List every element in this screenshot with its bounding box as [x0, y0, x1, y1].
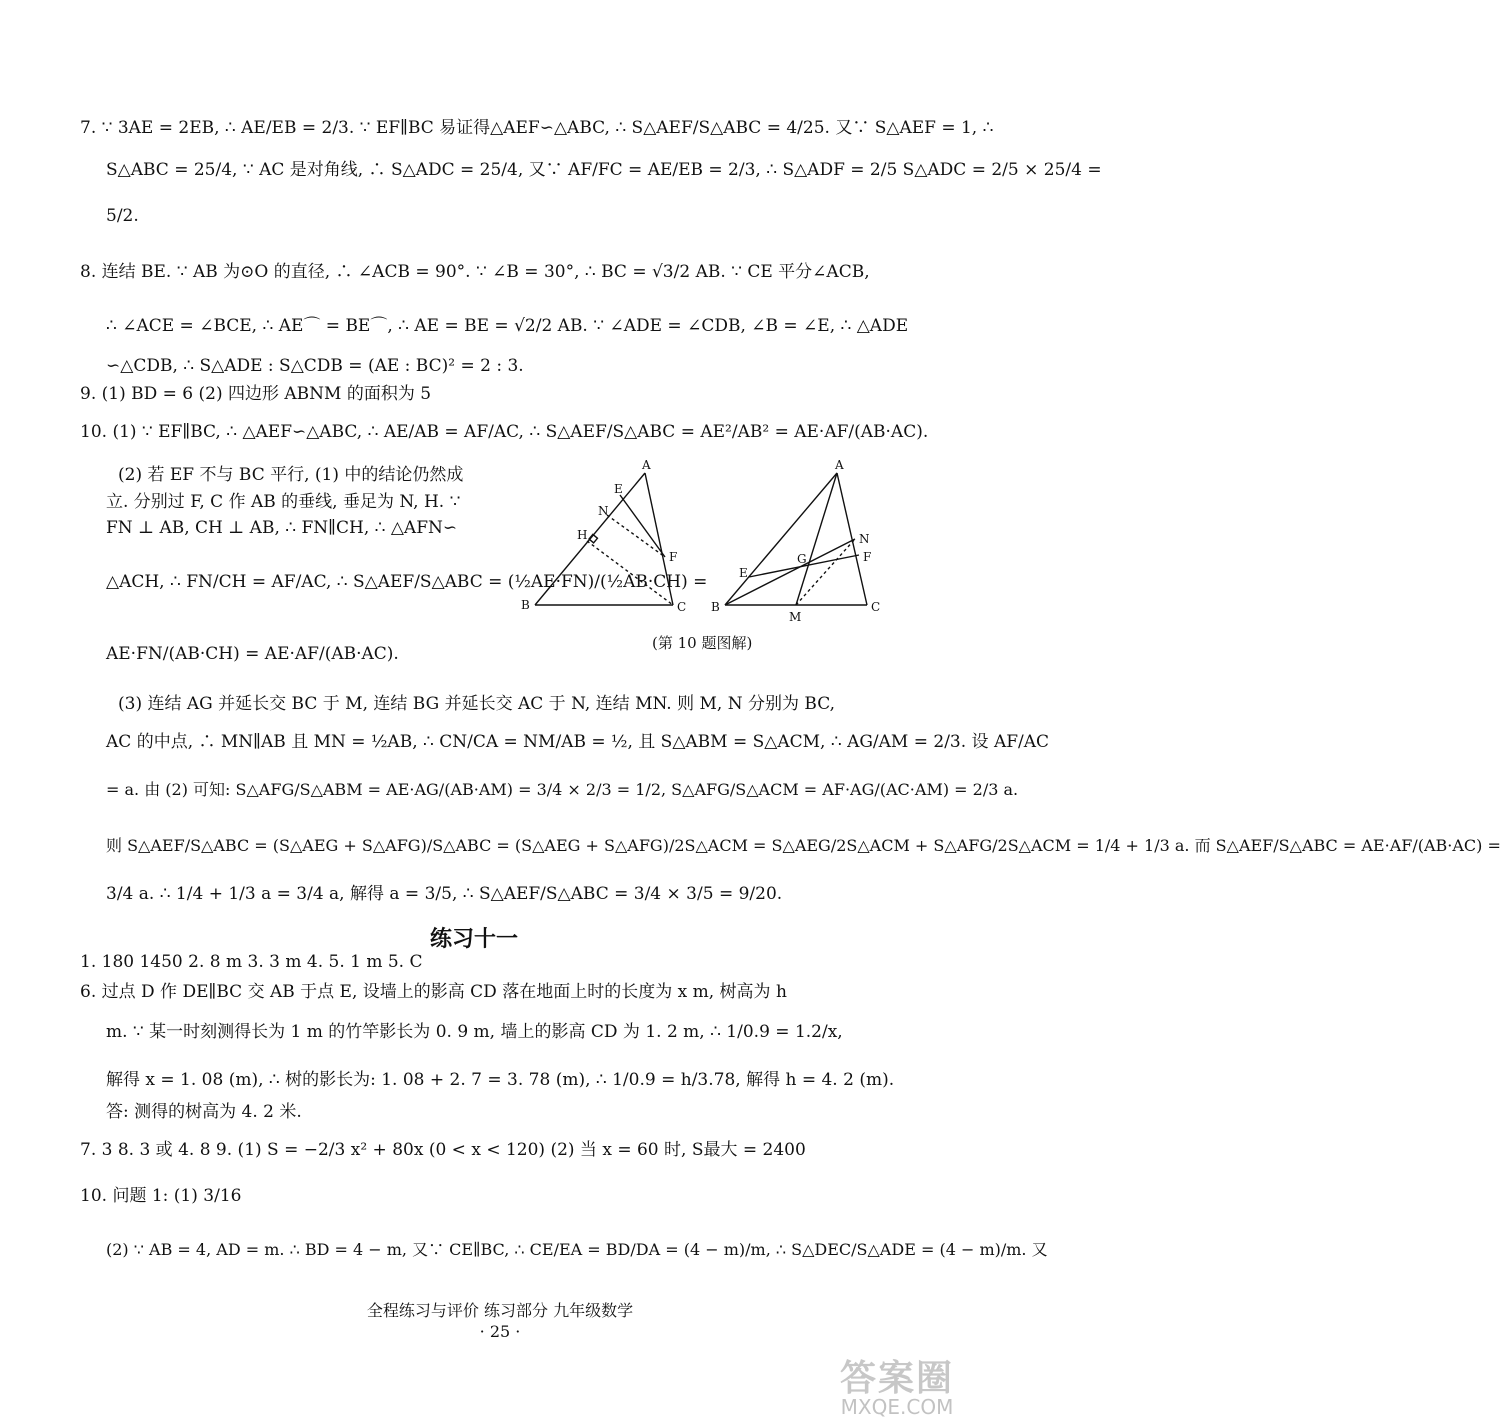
section-title: 练习十一: [430, 927, 519, 952]
answer-10-part-3-line-2: AC 的中点, ∴ MN∥AB 且 MN = ½AB, ∴ CN/CA = NM/AB = ½, 且 S△ABM = S△ACM, ∴ AG/AM = 2/3. 设 AF/AC: [106, 732, 1050, 752]
answer-8-line-2: ∴ ∠ACE = ∠BCE, ∴ AE⌒ = BE⌒, ∴ AE = BE = √2/2 AB. ∵ ∠ADE = ∠CDB, ∠B = ∠E, ∴ △ADE: [106, 316, 909, 336]
answer-8-line-3: ∽△CDB, ∴ S△ADE : S△CDB = (AE : BC)² = 2 : 3.: [106, 356, 524, 376]
answer-10-part-3-line-4: 则 S△AEF/S△ABC = (S△AEG + S△AFG)/S△ABC = (S△AEG + S△AFG)/2S△ACM = S△AEG/2S△ACM + S△AFG/2S△ACM = 1/4 + 1/3 a. 而 S△AEF/S△ABC = AE·AF/(AB·AC) =: [106, 836, 1501, 855]
right-label-n: N: [859, 532, 870, 546]
exercise-11-answer-6-line-1: 6. 过点 D 作 DE∥BC 交 AB 于点 E, 设墙上的影高 CD 落在地面上时的长度为 x m, 树高为 h: [80, 982, 787, 1002]
exercise-11-answers-7-9: 7. 3 8. 3 或 4. 8 9. (1) S = −2/3 x² + 80x (0 < x < 120) (2) 当 x = 60 时, S最大 = 2400: [80, 1140, 806, 1160]
left-label-c: C: [677, 600, 687, 614]
left-label-e: E: [614, 482, 623, 496]
right-label-b: B: [711, 600, 720, 614]
exercise-11-answer-6-line-3: 解得 x = 1. 08 (m), ∴ 树的影长为: 1. 08 + 2. 7 = 3. 78 (m), ∴ 1/0.9 = h/3.78, 解得 h = 4. 2 (m).: [106, 1070, 895, 1090]
exercise-11-answer-6-line-4: 答: 测得的树高为 4. 2 米.: [106, 1102, 302, 1122]
exercise-11-answer-10-q1: 10. 问题 1: (1) 3/16: [80, 1186, 242, 1206]
page-number: · 25 ·: [479, 1322, 521, 1341]
answer-7-line-2: S△ABC = 25/4, ∵ AC 是对角线, ∴ S△ADC = 25/4, 又∵ AF/FC = AE/EB = 2/3, ∴ S△ADF = 2/5 S△ADC = 2/5 × 25/4 =: [106, 160, 1102, 180]
watermark-logo: [812, 1350, 982, 1419]
right-label-f: F: [863, 550, 872, 564]
answer-10-part-2-line-1: (2) 若 EF 不与 BC 平行, (1) 中的结论仍然成: [118, 465, 464, 485]
answer-9: 9. (1) BD = 6 (2) 四边形 ABNM 的面积为 5: [80, 384, 432, 404]
watermark-text: 答案圈: [839, 1358, 954, 1399]
answer-7-line-1: 7. ∵ 3AE = 2EB, ∴ AE/EB = 2/3. ∵ EF∥BC 易证得△AEF∽△ABC, ∴ S△AEF/S△ABC = 4/25. 又∵ S△AEF = 1, ∴: [80, 118, 994, 138]
left-label-a: A: [642, 458, 651, 472]
left-label-n: N: [598, 504, 609, 518]
right-label-m: M: [789, 610, 802, 624]
answer-10-part-2-line-3: FN ⊥ AB, CH ⊥ AB, ∴ FN∥CH, ∴ △AFN∽: [106, 518, 458, 538]
right-label-c: C: [871, 600, 881, 614]
answer-10-part-3-line-3: = a. 由 (2) 可知: S△AFG/S△ABM = AE·AG/(AB·AM) = 3/4 × 2/3 = 1/2, S△AFG/S△ACM = AF·AG/(AC·AM) = 2/3 a.: [106, 780, 1019, 799]
left-label-h: H: [577, 528, 588, 542]
answer-10-part-2-line-2: 立. 分别过 F, C 作 AB 的垂线, 垂足为 N, H. ∵: [106, 492, 461, 512]
question-10-figure: [515, 455, 895, 625]
answer-10-part-3-line-1: (3) 连结 AG 并延长交 BC 于 M, 连结 BG 并延长交 AC 于 N, 连结 MN. 则 M, N 分别为 BC,: [118, 694, 835, 714]
answer-10-part-3-line-5: 3/4 a. ∴ 1/4 + 1/3 a = 3/4 a, 解得 a = 3/5, ∴ S△AEF/S△ABC = 3/4 × 3/5 = 9/20.: [106, 884, 783, 904]
answer-10-part-1: 10. (1) ∵ EF∥BC, ∴ △AEF∽△ABC, ∴ AE/AB = AF/AC, ∴ S△AEF/S△ABC = AE²/AB² = AE·AF/(AB·AC).: [80, 422, 929, 442]
footer-book-title: 全程练习与评价 练习部分 九年级数学: [366, 1301, 634, 1320]
answer-8-line-1: 8. 连结 BE. ∵ AB 为⊙O 的直径, ∴ ∠ACB = 90°. ∵ ∠B = 30°, ∴ BC = √3/2 AB. ∵ CE 平分∠ACB,: [80, 262, 870, 282]
left-label-f: F: [669, 550, 678, 564]
right-label-g: G: [797, 552, 807, 566]
exercise-11-answer-10-q2: (2) ∵ AB = 4, AD = m. ∴ BD = 4 − m, 又∵ CE∥BC, ∴ CE/EA = BD/DA = (4 − m)/m, ∴ S△DEC/S△ADE = (4 − m)/m. 又: [106, 1240, 1048, 1259]
answer-7-line-3: 5/2.: [106, 206, 139, 226]
exercise-11-answer-6-line-2: m. ∵ 某一时刻测得长为 1 m 的竹竿影长为 0. 9 m, 墙上的影高 CD 为 1. 2 m, ∴ 1/0.9 = 1.2/x,: [106, 1022, 843, 1042]
right-label-e: E: [739, 566, 748, 580]
right-triangle: [725, 473, 867, 605]
right-label-a: A: [835, 458, 844, 472]
exercise-11-answers-1-5: 1. 180 1450 2. 8 m 3. 3 m 4. 5. 1 m 5. C: [80, 952, 423, 972]
left-label-b: B: [521, 598, 530, 612]
answer-10-part-2-line-5: AE·FN/(AB·CH) = AE·AF/(AB·AC).: [106, 644, 399, 664]
left-triangle: [535, 473, 673, 605]
answer-10-part-2-line-4: △ACH, ∴ FN/CH = AF/AC, ∴ S△AEF/S△ABC = (½AE·FN)/(½AB·CH) =: [106, 572, 708, 592]
figure-caption: (第 10 题图解): [652, 634, 753, 652]
watermark-url: MXQE.COM: [840, 1395, 954, 1419]
